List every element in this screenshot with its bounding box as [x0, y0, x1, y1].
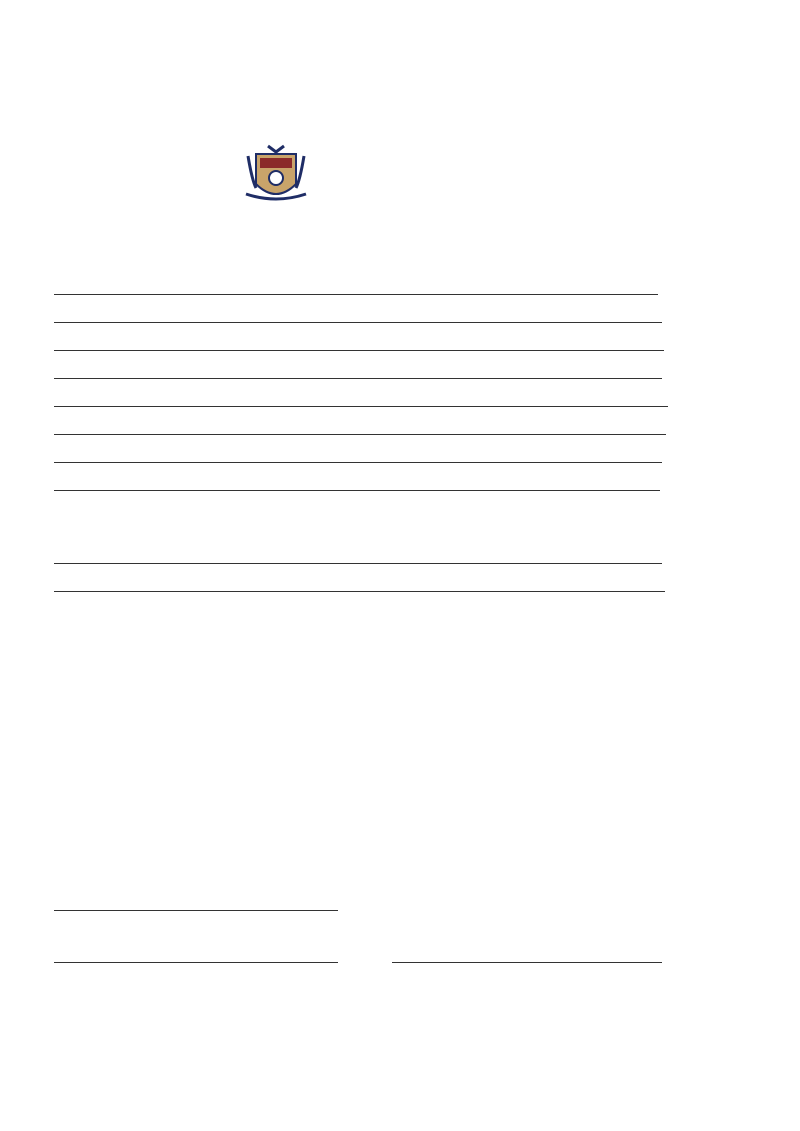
- signed-line[interactable]: [54, 962, 338, 963]
- signwriter-name-field[interactable]: [48, 566, 662, 586]
- dated-line[interactable]: [392, 962, 662, 963]
- email-field[interactable]: [48, 493, 660, 513]
- art-deco-bottom-border: [18, 1068, 773, 1090]
- bank-account-line[interactable]: [54, 350, 664, 351]
- fax-field[interactable]: [48, 465, 662, 485]
- signed-field[interactable]: [48, 965, 338, 985]
- declaration-name-field[interactable]: [48, 913, 338, 933]
- phone-field[interactable]: [48, 437, 666, 457]
- business-name-line[interactable]: [54, 322, 662, 323]
- phone-line[interactable]: [54, 434, 666, 435]
- signwriter-name-line[interactable]: [54, 563, 662, 564]
- estimated-cost-line[interactable]: [54, 591, 665, 592]
- declaration-name-line[interactable]: [54, 910, 338, 911]
- name-field[interactable]: [48, 297, 658, 317]
- dated-field[interactable]: [386, 965, 662, 985]
- bank-account-field[interactable]: [48, 353, 664, 373]
- business-address-field[interactable]: [48, 381, 662, 401]
- fax-line[interactable]: [54, 462, 662, 463]
- email-line[interactable]: [54, 490, 660, 491]
- postal-address-line[interactable]: [54, 406, 668, 407]
- name-line[interactable]: [54, 294, 658, 295]
- art-deco-top-border: [0, 38, 800, 108]
- business-address-line[interactable]: [54, 378, 662, 379]
- estimated-cost-field[interactable]: [48, 594, 665, 614]
- postal-address-field[interactable]: [48, 409, 668, 429]
- business-name-field[interactable]: [48, 325, 662, 345]
- city-crest-logo: [134, 140, 312, 214]
